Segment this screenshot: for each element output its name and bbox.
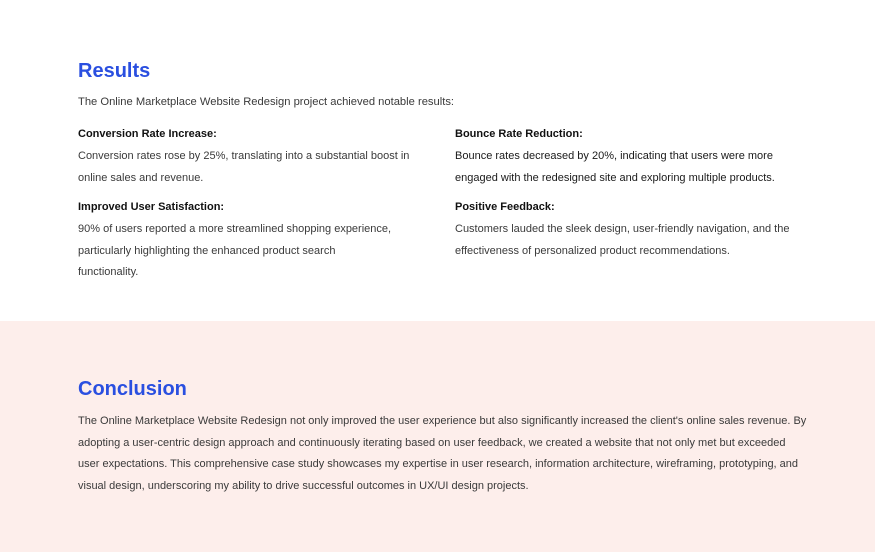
result-body: Conversion rates rose by 25%, translating into a substantial boost in online sales and revenue. (78, 150, 410, 184)
conclusion-body: The Online Marketplace Website Redesign not only improved the user experience but also significantly increased the client's online sales revenue. By adopting a user-centric design approach and continuously iterating based on user feedback, we created a website that not only met but exceeded user expectations. This comprehensive case study showcases my expertise in user research, information architecture, wireframing, prototyping, and visual design, underscoring my ability to drive successful outcomes in UX/UI design projects. (78, 415, 807, 492)
conclusion-title: Conclusion (78, 378, 187, 400)
result-item-bounce (455, 127, 810, 189)
result-heading: Bounce Rate Reduction: (455, 128, 583, 140)
results-intro: The Online Marketplace Website Redesign project achieved notable results: (78, 96, 455, 108)
results-title: Results (78, 60, 151, 82)
result-item-satisfaction (78, 200, 398, 284)
result-heading: Improved User Satisfaction: (78, 201, 225, 213)
result-body: 90% of users reported a more streamlined shopping experience, particularly highlighting the enhanced product search functionality. (78, 223, 392, 278)
result-heading: Conversion Rate Increase: (78, 128, 217, 140)
result-item-conversion (78, 127, 438, 189)
conclusion-section (0, 321, 875, 552)
result-body: Customers lauded the sleek design, user-friendly navigation, and the effectiveness of personalized product recommendations. (455, 223, 790, 257)
result-body: Bounce rates decreased by 20%, indicating that users were more engaged with the redesigned site and exploring multiple products. (455, 150, 775, 184)
result-heading: Positive Feedback: (455, 201, 555, 213)
result-item-feedback (455, 200, 805, 262)
